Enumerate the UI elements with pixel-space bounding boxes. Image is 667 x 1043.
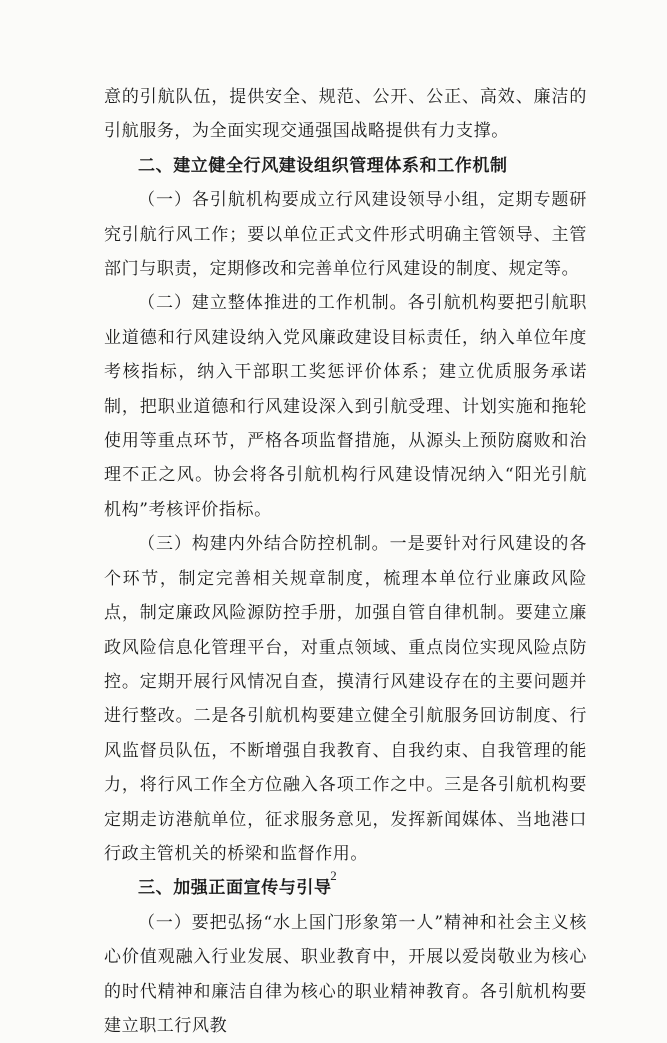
paragraph-2-1: （一）各引航机构要成立行风建设领导小组，定期专题研究引航行风工作；要以单位正式文件形式明确主管领导、主管部门与职责，定期修改和完善单位行风建设的制度、规定等。 xyxy=(104,190,587,280)
section-heading-2: 二、建立健全行风建设组织管理体系和工作机制 xyxy=(138,155,508,176)
section-heading-3: 三、加强正面宣传与引导 xyxy=(138,878,332,899)
paragraph-2-3: （三）构建内外结合防控机制。一是要针对行风建设的各个环节，制定完善相关规章制度，梳理本单位行业廉政风险点，制定廉政风险源防控手册，加强自管自律机制。要建立廉政风险信息化管理平台，对重点领域、重点岗位实现风险点防控。定期开展行风情况自查，摸清行风建设存在的主要问题并进行整改。二是各引航机构要建立健全引航服务回访制度、行风监督员队伍，不断增强自我教育、自我约束、自我管理的能力，将行风工作全方位融入各项工作之中。三是各引航机构要定期走访港航单位，征求服务意见，发挥新闻媒体、当地港口行政主管机关的桥梁和监督作用。 xyxy=(104,534,587,864)
page-number: 2 xyxy=(330,868,337,883)
paragraph-continuation: 意的引航队伍，提供安全、规范、公开、公正、高效、廉洁的引航服务，为全面实现交通强国战略提供有力支撑。 xyxy=(104,87,587,142)
paragraph-3-1: （一）要把弘扬“水上国门形象第一人”精神和社会主义核心价值观融入行业发展、职业教育中，开展以爱岗敬业为核心的时代精神和廉洁自律为核心的职业精神教育。各引航机构要建立职工行风教 xyxy=(104,912,587,1036)
paragraph-2-2: （二）建立整体推进的工作机制。各引航机构要把引航职业道德和行风建设纳入党风廉政建设目标责任，纳入单位年度考核指标，纳入干部职工奖惩评价体系；建立优质服务承诺制，把职业道德和行风建设深入到引航受理、计划实施和拖轮使用等重点环节，严格各项监督措施，从源头上预防腐败和治理不正之风。协会将各引航机构行风建设情况纳入“阳光引航机构”考核评价指标。 xyxy=(104,293,587,520)
